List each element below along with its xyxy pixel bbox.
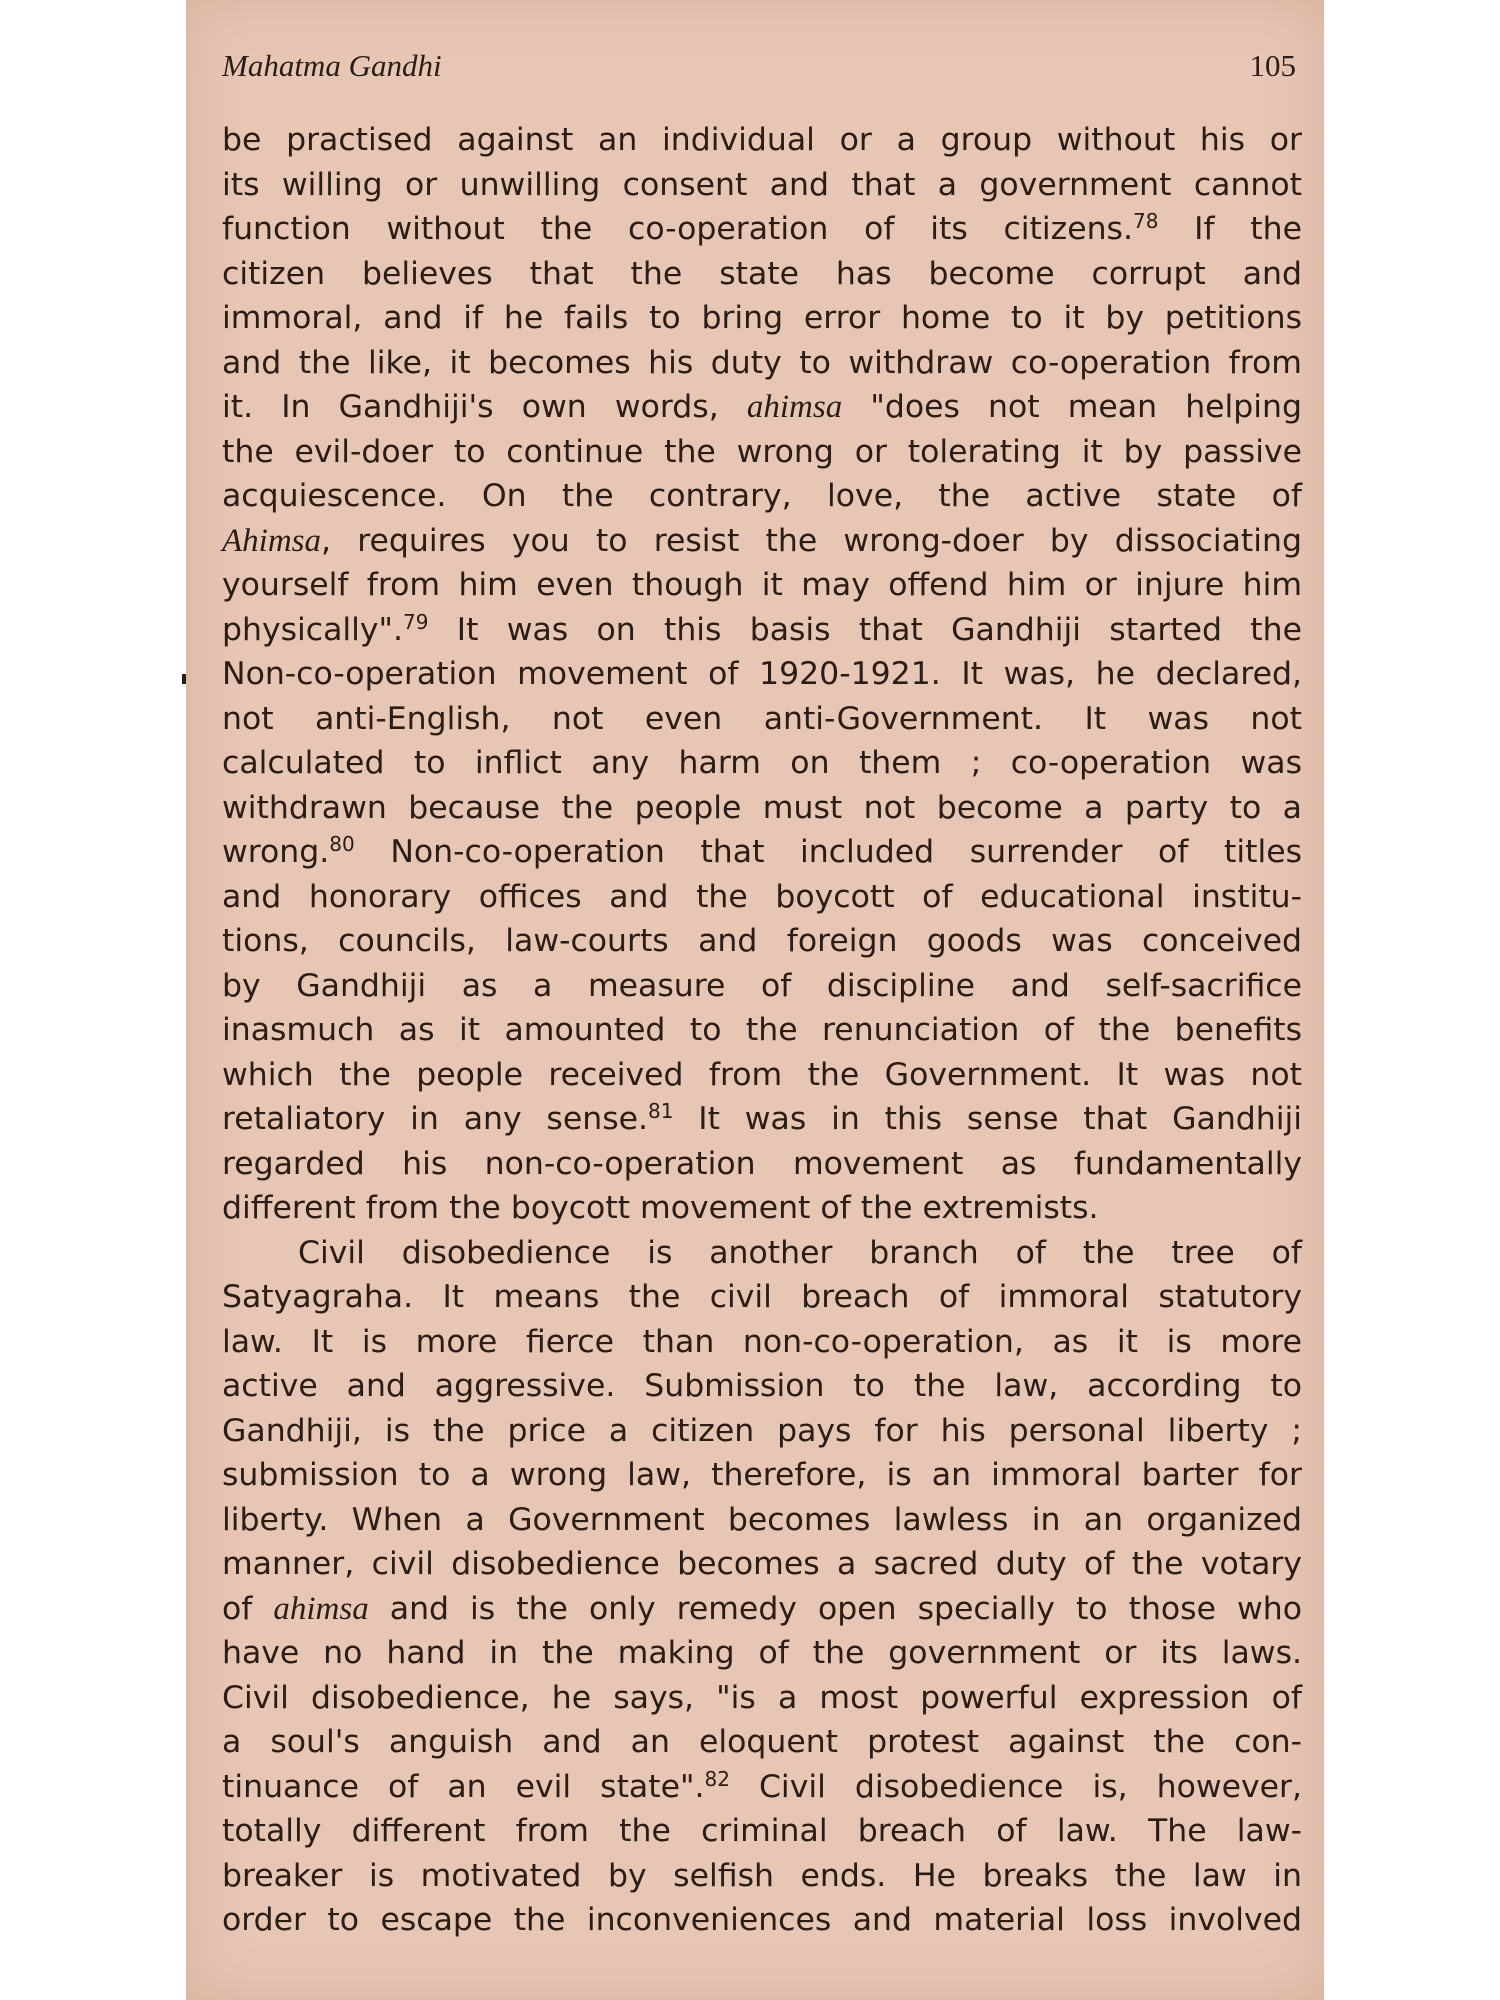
text-line: totally different from the criminal breach of law. The law- [222,1813,1302,1849]
footnote-ref: 79 [403,609,429,634]
text-line [222,1097,1302,1142]
text-line: by Gandhiji as a measure of discipline and self-sacrifice [222,967,1302,1004]
text-line: have no hand in the making of the government or its laws. [222,1635,1302,1671]
text-line: and honorary offices and the boycott of educational institu- [222,878,1302,915]
text-line: which the people received from the Government. It was not [222,1056,1302,1093]
text-line [222,1765,1302,1810]
text-line: Civil disobedience is another branch of the tree of [298,1234,1302,1271]
footnote-ref: 78 [1132,209,1159,233]
text-segment: It was in this sense that Gandhiji [673,1101,1302,1137]
text-line: active and aggressive. Submission to the law, according to [222,1368,1302,1404]
text-segment: , requires you to resist the wrong-doer by dissociating [321,522,1302,559]
text-line: breaker is motivated by selfish ends. He breaks the law in [222,1857,1302,1894]
text-line: be practised against an individual or a group without his or [222,122,1302,158]
text-line: and the like, it becomes his duty to withdraw co-operation from [222,344,1302,381]
text-line: inasmuch as it amounted to the renunciation of the benefits [222,1012,1302,1048]
text-line: Non-co-operation movement of 1920-1921. It was, he declared, [222,656,1302,692]
text-segment: retaliatory in any sense. [222,1101,648,1137]
text-segment: of [222,1590,274,1627]
text-line: Gandhiji, is the price a citizen pays for his personal liberty ; [222,1412,1302,1449]
text-line: tions, councils, law-courts and foreign goods was conceived [222,923,1302,959]
running-head: Mahatma Gandhi [222,48,442,83]
text-line: different from the boycott movement of the extremists. [222,1190,1099,1226]
text-line: Satyagraha. It means the civil breach of immoral statutory [222,1279,1302,1315]
text-line: its willing or unwilling consent and that a government cannot [222,166,1302,203]
text-segment: and is the only remedy open specially to those who [368,1590,1302,1627]
paragraph-1 [222,118,1302,1231]
text-line: law. It is more fierce than non-co-operation, as it is more [222,1323,1302,1360]
page-number: 105 [1249,48,1296,83]
text-line [222,608,1302,653]
text-segment: physically". [222,611,404,648]
text-line: calculated to inflict any harm on them ; co-operation was [222,745,1302,781]
text-line: a soul's anguish and an eloquent protest against the con- [222,1724,1302,1760]
text-line: citizen believes that the state has become corrupt and [222,255,1302,292]
text-segment: wrong. [222,834,330,870]
footnote-ref: 80 [329,832,355,856]
text-line [222,1587,1302,1632]
text-line: order to escape the inconveniences and material loss involved [222,1902,1302,1938]
text-line: the evil-doer to continue the wrong or tolerating it by passive [222,433,1302,470]
text-segment: Civil disobedience is, however, [729,1768,1302,1805]
book-page [186,0,1324,2000]
text-segment: "does not mean helping [842,389,1303,425]
text-line: immoral, and if he fails to bring error home to it by petitions [222,300,1302,336]
paragraph-2 [222,1231,1302,1943]
margin-mark [182,674,186,684]
text-segment: it. In Gandhiji's own words, [222,389,747,425]
text-line: regarded his non-co-operation movement as fundamentally [222,1145,1302,1182]
text-line [222,385,1302,430]
italic-term: ahimsa [746,389,843,425]
text-segment: Non-co-operation that included surrender of titles [354,834,1302,870]
text-line [222,830,1302,875]
text-segment: function without the co-operation of its citizens. [222,211,1133,247]
text-line: withdrawn because the people must not become a party to a [222,789,1302,826]
text-segment: If the [1158,211,1302,247]
footnote-ref: 82 [704,1766,730,1791]
text-line [222,207,1302,252]
text-line [222,519,1302,564]
text-segment: It was on this basis that Gandhiji started the [428,611,1302,648]
text-line: Civil disobedience, he says, "is a most powerful expression of [222,1679,1302,1716]
page-header [222,48,1296,92]
text-line: manner, civil disobedience becomes a sacred duty of the votary [222,1546,1302,1582]
text-line: submission to a wrong law, therefore, is an immoral barter for [222,1457,1302,1493]
footnote-ref: 81 [648,1099,674,1123]
text-segment: tinuance of an evil state". [222,1768,705,1805]
text-line: not anti-English, not even anti-Government. It was not [222,700,1302,737]
text-line: liberty. When a Government becomes lawless in an organized [222,1501,1302,1538]
text-line: acquiescence. On the contrary, love, the active state of [222,478,1302,514]
text-line: yourself from him even though it may offend him or injure him [222,567,1302,603]
italic-term: Ahimsa [222,522,321,559]
body-text [222,118,1302,1943]
italic-term: ahimsa [273,1590,369,1627]
